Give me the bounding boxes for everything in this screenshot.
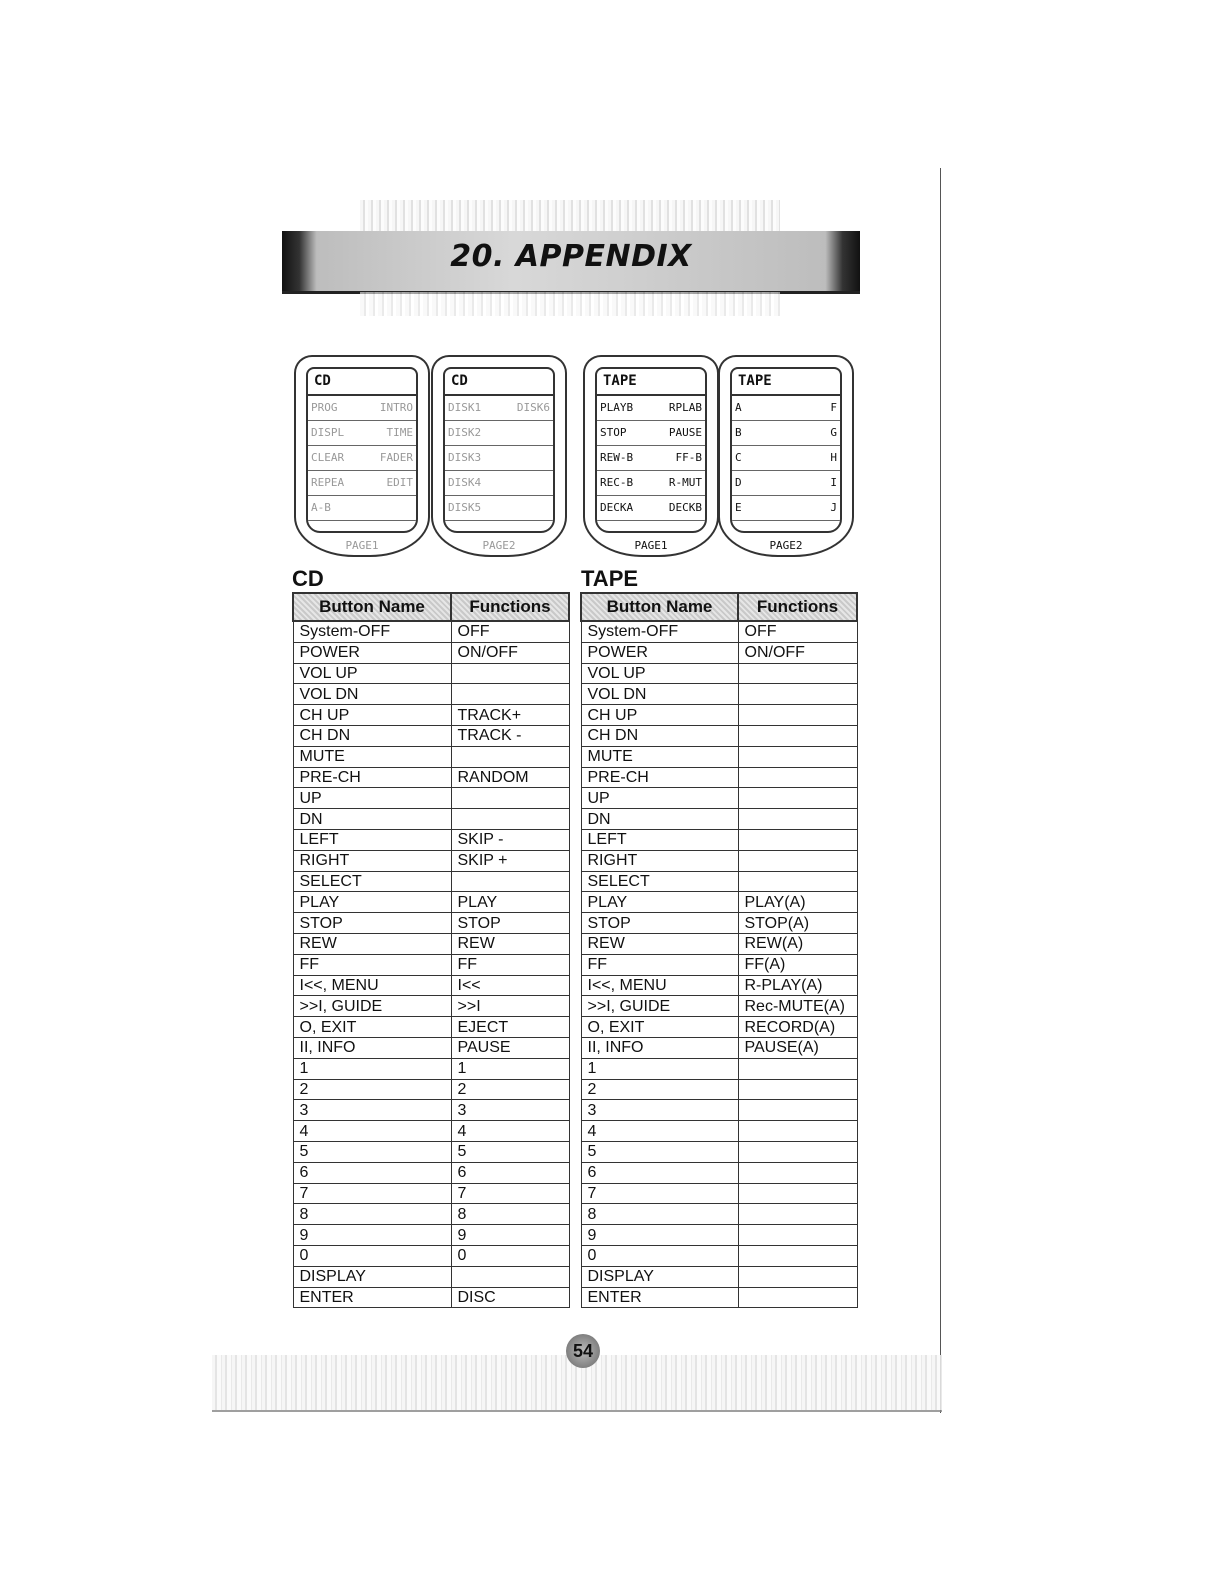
table-row: [293, 1017, 569, 1038]
table-row: [293, 850, 569, 871]
table-row: [293, 1287, 569, 1308]
function-cell: [738, 1287, 857, 1308]
button-name-cell: 7: [293, 1183, 451, 1204]
function-cell: SKIP -: [451, 829, 569, 850]
button-name-cell: VOL DN: [581, 684, 738, 705]
function-cell: [738, 746, 857, 767]
function-cell: STOP(A): [738, 913, 857, 934]
button-name-cell: CH DN: [581, 725, 738, 746]
screen-row: DISK2: [445, 421, 553, 446]
function-cell: [738, 1100, 857, 1121]
screen-display: [595, 367, 707, 533]
button-name-cell: 9: [581, 1225, 738, 1246]
table-row: [293, 975, 569, 996]
button-name-cell: II, INFO: [293, 1037, 451, 1058]
button-name-cell: REW: [581, 933, 738, 954]
table-row: [581, 1079, 857, 1100]
table-row: [581, 1183, 857, 1204]
function-cell: [738, 850, 857, 871]
button-name-cell: O, EXIT: [581, 1017, 738, 1038]
function-cell: REW: [451, 933, 569, 954]
function-cell: 8: [451, 1204, 569, 1225]
table-row: [293, 892, 569, 913]
button-name-cell: ENTER: [293, 1287, 451, 1308]
function-cell: 7: [451, 1183, 569, 1204]
function-cell: FF(A): [738, 954, 857, 975]
function-cell: [738, 1245, 857, 1266]
column-header-functions: Functions: [451, 593, 569, 621]
button-name-cell: 4: [293, 1121, 451, 1142]
button-name-cell: STOP: [581, 913, 738, 934]
table-row: [581, 725, 857, 746]
button-name-cell: 0: [293, 1245, 451, 1266]
table-row: [581, 1162, 857, 1183]
button-name-cell: II, INFO: [581, 1037, 738, 1058]
screen-row: DISPL TIME: [308, 421, 416, 446]
screen-row: PLAYB RPLAB: [597, 396, 705, 421]
button-name-cell: SELECT: [581, 871, 738, 892]
screen-row: B G: [732, 421, 840, 446]
function-cell: TRACK+: [451, 705, 569, 726]
button-name-cell: 0: [581, 1245, 738, 1266]
table-row: [581, 788, 857, 809]
table-row: [293, 996, 569, 1017]
button-name-cell: CH UP: [293, 705, 451, 726]
screen-row: A F: [732, 396, 840, 421]
table-row: [293, 663, 569, 684]
table-row: [293, 1100, 569, 1121]
tape-function-table: [580, 592, 858, 1308]
table-row: [581, 1100, 857, 1121]
screen-page-label: PAGE1: [634, 539, 668, 552]
function-cell: [738, 829, 857, 850]
button-name-cell: RIGHT: [581, 850, 738, 871]
screen-row: D I: [732, 471, 840, 496]
table-row: [581, 850, 857, 871]
function-cell: [738, 1121, 857, 1142]
function-cell: [451, 1266, 569, 1287]
table-row: [581, 1037, 857, 1058]
button-name-cell: UP: [293, 788, 451, 809]
button-name-cell: DISPLAY: [581, 1266, 738, 1287]
function-cell: [738, 1266, 857, 1287]
function-cell: [451, 663, 569, 684]
table-row: [581, 871, 857, 892]
button-name-cell: O, EXIT: [293, 1017, 451, 1038]
function-cell: REW(A): [738, 933, 857, 954]
function-cell: 2: [451, 1079, 569, 1100]
button-name-cell: POWER: [581, 642, 738, 663]
button-name-cell: 8: [293, 1204, 451, 1225]
table-row: [581, 1245, 857, 1266]
function-cell: PAUSE(A): [738, 1037, 857, 1058]
button-name-cell: UP: [581, 788, 738, 809]
tape-screen-page1: [583, 355, 719, 557]
function-cell: ON/OFF: [738, 642, 857, 663]
table-row: [293, 1058, 569, 1079]
button-name-cell: 1: [293, 1058, 451, 1079]
function-cell: [738, 1141, 857, 1162]
button-name-cell: REW: [293, 933, 451, 954]
button-name-cell: System-OFF: [293, 621, 451, 642]
table-row: [293, 1121, 569, 1142]
cd-section-title: CD: [292, 566, 324, 591]
table-row: [293, 809, 569, 830]
function-cell: [738, 809, 857, 830]
button-name-cell: System-OFF: [581, 621, 738, 642]
screen-row: C H: [732, 446, 840, 471]
table-row: [581, 1058, 857, 1079]
screen-title: TAPE: [597, 369, 705, 396]
button-name-cell: STOP: [293, 913, 451, 934]
screen-page-label: PAGE2: [482, 539, 516, 552]
function-cell: EJECT: [451, 1017, 569, 1038]
function-cell: [738, 663, 857, 684]
function-cell: FF: [451, 954, 569, 975]
function-cell: 9: [451, 1225, 569, 1246]
column-header-functions: Functions: [738, 593, 857, 621]
cd-function-table: [292, 592, 570, 1308]
function-cell: [738, 871, 857, 892]
button-name-cell: RIGHT: [293, 850, 451, 871]
function-cell: TRACK -: [451, 725, 569, 746]
function-cell: DISC: [451, 1287, 569, 1308]
button-name-cell: VOL UP: [293, 663, 451, 684]
banner-texture-bottom: [360, 292, 780, 316]
button-name-cell: DN: [293, 809, 451, 830]
table-row: [581, 746, 857, 767]
table-row: [293, 684, 569, 705]
function-cell: [738, 1183, 857, 1204]
table-row: [581, 892, 857, 913]
table-header-row: [293, 593, 569, 621]
function-cell: [451, 871, 569, 892]
column-header-button-name: Button Name: [293, 593, 451, 621]
function-cell: 3: [451, 1100, 569, 1121]
function-cell: [738, 767, 857, 788]
button-name-cell: CH DN: [293, 725, 451, 746]
button-name-cell: VOL UP: [581, 663, 738, 684]
table-row: [293, 746, 569, 767]
button-name-cell: 9: [293, 1225, 451, 1246]
function-cell: STOP: [451, 913, 569, 934]
column-header-button-name: Button Name: [581, 593, 738, 621]
tape-section-title: TAPE: [581, 566, 639, 591]
button-name-cell: 6: [293, 1162, 451, 1183]
function-cell: [738, 725, 857, 746]
button-name-cell: I<<, MENU: [293, 975, 451, 996]
button-name-cell: 2: [293, 1079, 451, 1100]
table-row: [293, 871, 569, 892]
function-cell: [738, 1058, 857, 1079]
function-cell: [451, 746, 569, 767]
button-name-cell: ENTER: [581, 1287, 738, 1308]
function-cell: [738, 1225, 857, 1246]
button-name-cell: PRE-CH: [581, 767, 738, 788]
function-cell: [451, 788, 569, 809]
screen-title: TAPE: [732, 369, 840, 396]
button-name-cell: 1: [581, 1058, 738, 1079]
button-name-cell: PLAY: [293, 892, 451, 913]
function-cell: 5: [451, 1141, 569, 1162]
table-row: [581, 1204, 857, 1225]
table-row: [293, 621, 569, 642]
button-name-cell: LEFT: [581, 829, 738, 850]
button-name-cell: POWER: [293, 642, 451, 663]
function-cell: OFF: [451, 621, 569, 642]
function-cell: Rec-MUTE(A): [738, 996, 857, 1017]
function-cell: [738, 788, 857, 809]
screen-title: CD: [308, 369, 416, 396]
function-cell: I<<: [451, 975, 569, 996]
button-name-cell: 2: [581, 1079, 738, 1100]
screen-row: DISK3: [445, 446, 553, 471]
table-row: [293, 1204, 569, 1225]
cd-screen-page1: [294, 355, 430, 557]
table-row: [581, 975, 857, 996]
button-name-cell: 3: [293, 1100, 451, 1121]
button-name-cell: 5: [293, 1141, 451, 1162]
function-cell: 0: [451, 1245, 569, 1266]
function-cell: [738, 1079, 857, 1100]
function-cell: 4: [451, 1121, 569, 1142]
function-cell: 1: [451, 1058, 569, 1079]
cd-screen-page2: [431, 355, 567, 557]
function-cell: SKIP +: [451, 850, 569, 871]
table-row: [581, 913, 857, 934]
button-name-cell: SELECT: [293, 871, 451, 892]
screen-display: [443, 367, 555, 533]
table-row: [293, 767, 569, 788]
button-name-cell: I<<, MENU: [581, 975, 738, 996]
table-row: [293, 1079, 569, 1100]
button-name-cell: MUTE: [581, 746, 738, 767]
button-name-cell: 8: [581, 1204, 738, 1225]
button-name-cell: 7: [581, 1183, 738, 1204]
button-name-cell: >>I, GUIDE: [581, 996, 738, 1017]
screen-row: A-B: [308, 496, 416, 521]
table-row: [293, 1141, 569, 1162]
screen-display: [306, 367, 418, 533]
function-cell: PLAY: [451, 892, 569, 913]
table-row: [293, 933, 569, 954]
screen-title: CD: [445, 369, 553, 396]
banner-texture-top: [360, 200, 780, 232]
button-name-cell: 4: [581, 1121, 738, 1142]
table-row: [293, 788, 569, 809]
button-name-cell: FF: [293, 954, 451, 975]
button-name-cell: DISPLAY: [293, 1266, 451, 1287]
button-name-cell: LEFT: [293, 829, 451, 850]
table-row: [581, 829, 857, 850]
button-name-cell: >>I, GUIDE: [293, 996, 451, 1017]
screen-row: STOP PAUSE: [597, 421, 705, 446]
screen-row: REC-B R-MUT: [597, 471, 705, 496]
table-row: [581, 809, 857, 830]
table-row: [581, 1121, 857, 1142]
screen-row: PROG INTRO: [308, 396, 416, 421]
button-name-cell: PLAY: [581, 892, 738, 913]
button-name-cell: VOL DN: [293, 684, 451, 705]
table-row: [293, 1162, 569, 1183]
table-row: [581, 954, 857, 975]
table-row: [293, 1225, 569, 1246]
screen-page-label: PAGE2: [769, 539, 803, 552]
function-cell: [738, 705, 857, 726]
chapter-banner: [282, 231, 860, 294]
button-name-cell: PRE-CH: [293, 767, 451, 788]
table-row: [293, 1245, 569, 1266]
function-cell: R-PLAY(A): [738, 975, 857, 996]
function-cell: [451, 809, 569, 830]
button-name-cell: 6: [581, 1162, 738, 1183]
table-row: [581, 996, 857, 1017]
function-cell: RANDOM: [451, 767, 569, 788]
table-row: [293, 642, 569, 663]
function-cell: RECORD(A): [738, 1017, 857, 1038]
screen-row: E J: [732, 496, 840, 521]
table-row: [581, 933, 857, 954]
table-row: [581, 621, 857, 642]
table-row: [581, 684, 857, 705]
function-cell: OFF: [738, 621, 857, 642]
button-name-cell: CH UP: [581, 705, 738, 726]
tape-screen-page2: [718, 355, 854, 557]
table-row: [293, 1037, 569, 1058]
table-row: [293, 1183, 569, 1204]
table-row: [293, 705, 569, 726]
function-cell: PLAY(A): [738, 892, 857, 913]
function-cell: [738, 1204, 857, 1225]
table-row: [293, 725, 569, 746]
table-row: [581, 1225, 857, 1246]
table-header-row: [581, 593, 857, 621]
screen-row: DECKA DECKB: [597, 496, 705, 521]
screen-row: REPEA EDIT: [308, 471, 416, 496]
button-name-cell: MUTE: [293, 746, 451, 767]
function-cell: [451, 684, 569, 705]
screen-row: CLEAR FADER: [308, 446, 416, 471]
table-row: [293, 1266, 569, 1287]
page-number: 54: [566, 1334, 600, 1368]
screen-row: DISK5: [445, 496, 553, 521]
table-row: [581, 767, 857, 788]
table-row: [581, 1287, 857, 1308]
table-row: [581, 1017, 857, 1038]
screen-row: DISK1 DISK6: [445, 396, 553, 421]
table-row: [293, 913, 569, 934]
table-row: [293, 954, 569, 975]
screen-page-label: PAGE1: [345, 539, 379, 552]
page-border-line: [940, 168, 941, 1413]
table-row: [581, 663, 857, 684]
table-row: [581, 642, 857, 663]
button-name-cell: DN: [581, 809, 738, 830]
button-name-cell: FF: [581, 954, 738, 975]
button-name-cell: 3: [581, 1100, 738, 1121]
table-row: [581, 705, 857, 726]
function-cell: ON/OFF: [451, 642, 569, 663]
function-cell: PAUSE: [451, 1037, 569, 1058]
function-cell: >>I: [451, 996, 569, 1017]
function-cell: [738, 684, 857, 705]
table-row: [581, 1141, 857, 1162]
table-row: [581, 1266, 857, 1287]
function-cell: 6: [451, 1162, 569, 1183]
screen-row: DISK4: [445, 471, 553, 496]
function-cell: [738, 1162, 857, 1183]
table-row: [293, 829, 569, 850]
button-name-cell: 5: [581, 1141, 738, 1162]
chapter-title: 20. APPENDIX: [450, 239, 692, 274]
screen-display: [730, 367, 842, 533]
screen-row: REW-B FF-B: [597, 446, 705, 471]
